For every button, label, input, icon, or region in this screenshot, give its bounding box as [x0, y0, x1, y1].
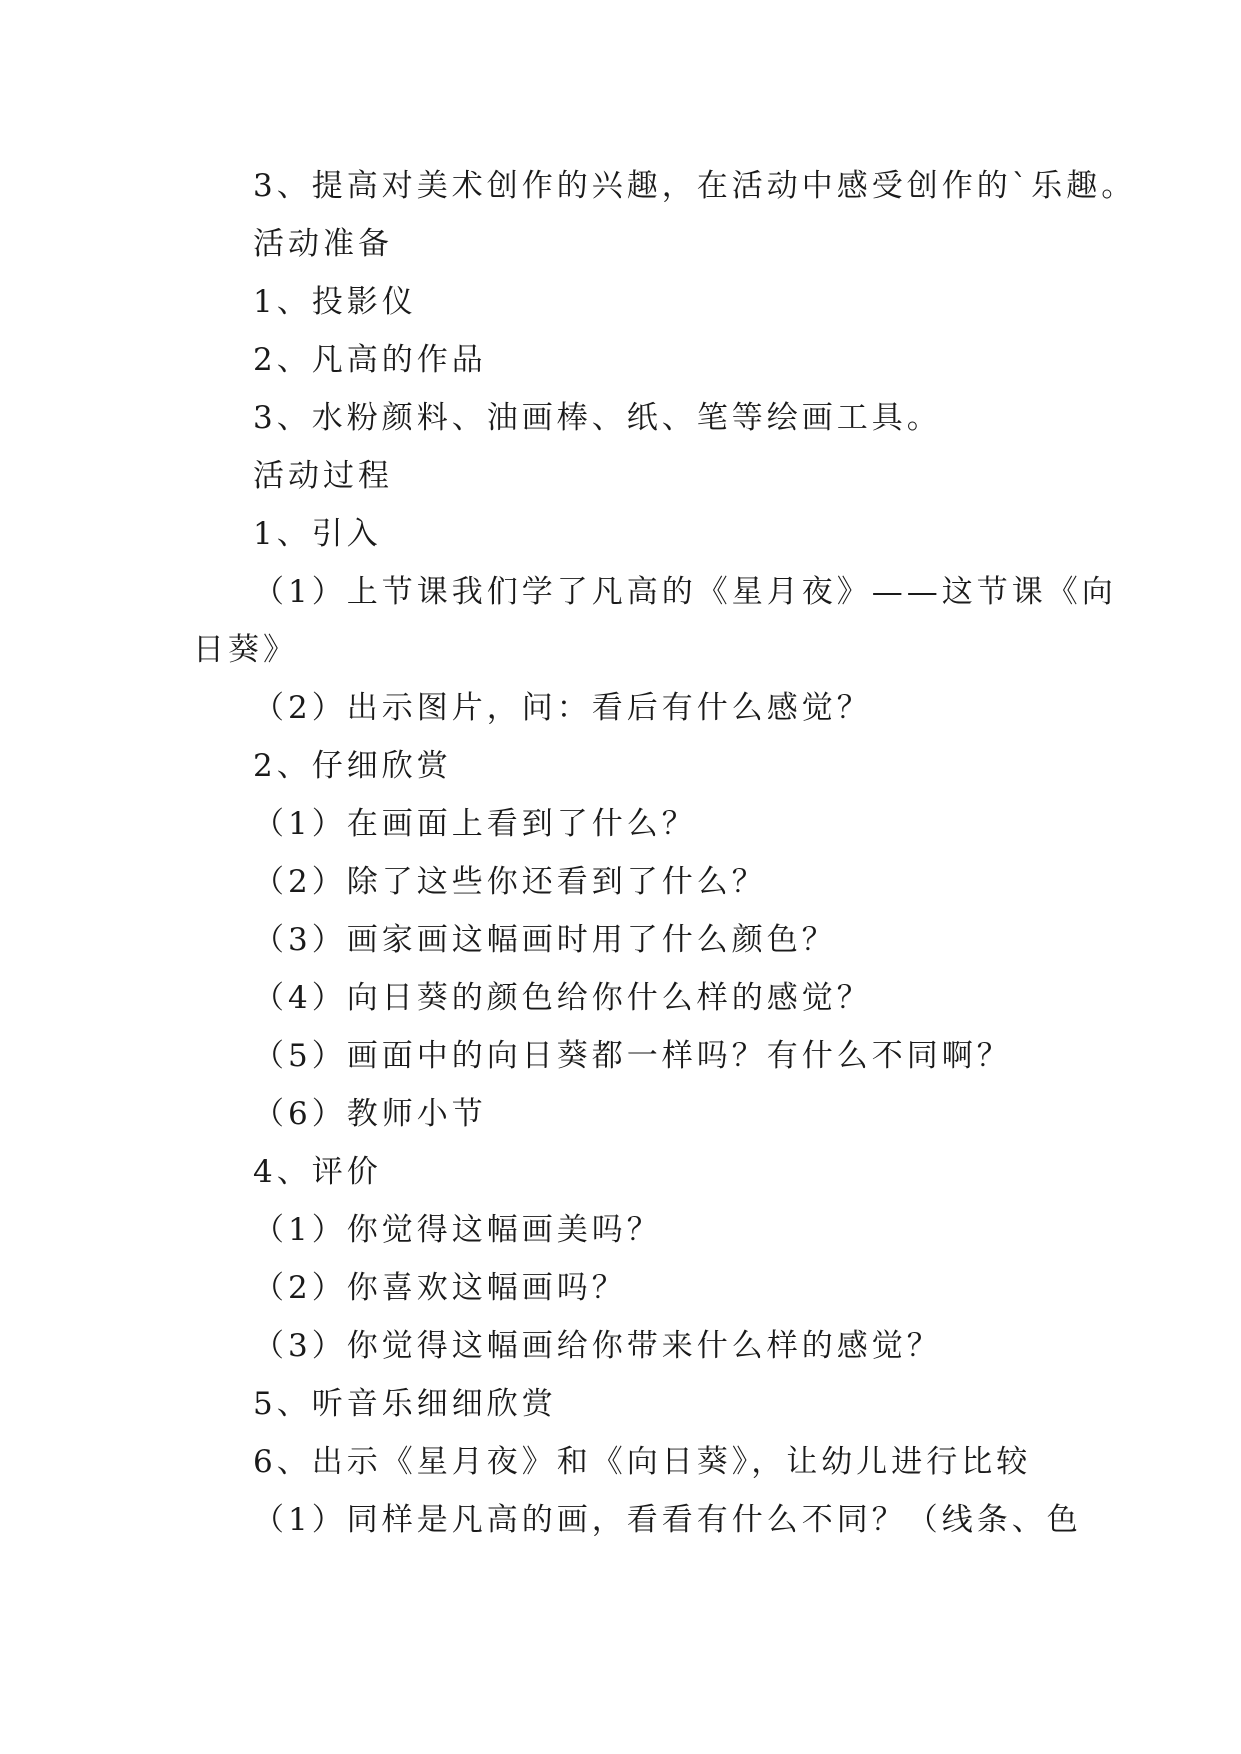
section-heading-process: 活动过程: [253, 458, 393, 494]
text-line-step-2-3: （3）画家画这幅画时用了什么颜色？: [253, 922, 837, 958]
text-line-prep-1: 1、投影仪: [253, 284, 417, 320]
text-line-step-6: 6、出示《星月夜》和《向日葵》，让幼儿进行比较: [253, 1444, 1032, 1480]
section-heading-preparation: 活动准备: [253, 226, 393, 262]
text-line-step-1: 1、引入: [253, 516, 382, 552]
text-line-prep-2: 2、凡高的作品: [253, 342, 487, 378]
text-line-goal-3: 3、提高对美术创作的兴趣，在活动中感受创作的`乐趣。: [253, 168, 1137, 204]
text-line-step-1-1: （1）上节课我们学了凡高的《星月夜》——这节课《向: [253, 574, 1117, 610]
text-line-step-2-2: （2）除了这些你还看到了什么？: [253, 864, 767, 900]
text-line-step-6-1: （1）同样是凡高的画，看看有什么不同？（线条、色: [253, 1502, 1082, 1538]
text-line-step-2-6: （6）教师小节: [253, 1096, 487, 1132]
text-line-step-1-2: （2）出示图片，问：看后有什么感觉？: [253, 690, 872, 726]
text-line-step-2-4: （4）向日葵的颜色给你什么样的感觉？: [253, 980, 872, 1016]
text-line-step-2: 2、仔细欣赏: [253, 748, 452, 784]
text-line-step-4-3: （3）你觉得这幅画给你带来什么样的感觉？: [253, 1328, 942, 1364]
text-line-prep-3: 3、水粉颜料、油画棒、纸、笔等绘画工具。: [253, 400, 942, 436]
text-line-step-2-5: （5）画面中的向日葵都一样吗？有什么不同啊？: [253, 1038, 1012, 1074]
text-line-step-1-1-cont: 日葵》: [193, 632, 298, 668]
text-line-step-4: 4、评价: [253, 1154, 382, 1190]
text-line-step-4-1: （1）你觉得这幅画美吗？: [253, 1212, 662, 1248]
text-line-step-2-1: （1）在画面上看到了什么？: [253, 806, 697, 842]
text-line-step-5: 5、听音乐细细欣赏: [253, 1386, 557, 1422]
text-line-step-4-2: （2）你喜欢这幅画吗？: [253, 1270, 627, 1306]
